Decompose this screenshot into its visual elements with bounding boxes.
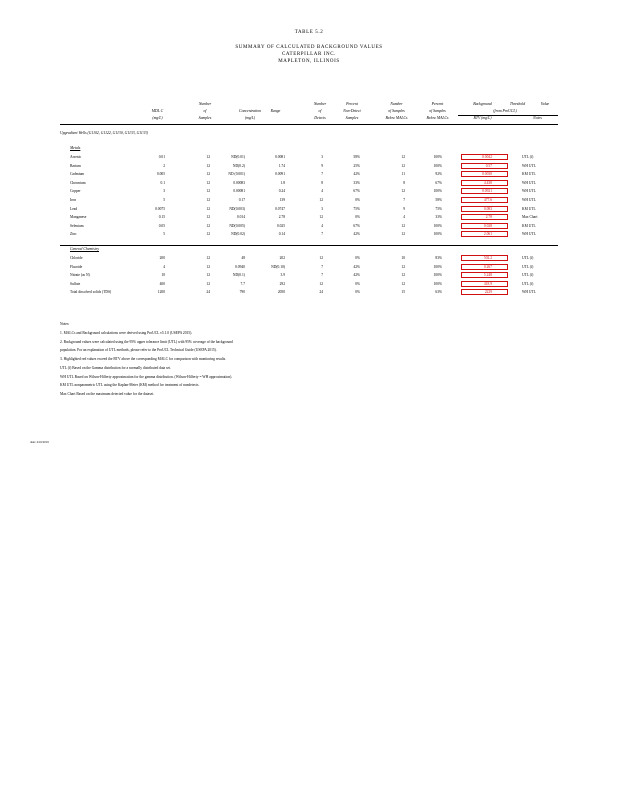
header-background-1: Background — [473, 102, 492, 106]
btv-highlight-box — [461, 171, 508, 177]
btv-highlight-box — [461, 231, 508, 237]
btv-highlight-box — [461, 289, 508, 295]
cell-param: Sulfate — [70, 281, 81, 286]
cell-det: 3 — [321, 155, 323, 159]
cell-btv: 502.2 — [483, 256, 492, 260]
cell-param: Arsenic — [70, 155, 82, 159]
cell-basis: UTL (f) — [522, 256, 534, 260]
cell-range: 0.014 — [236, 215, 245, 220]
header-n-samples-1: Number — [198, 102, 212, 106]
cell-btv: 5.248 — [483, 273, 492, 278]
cell-range: ND(0.02) — [231, 232, 245, 237]
cell-pb: 75% — [435, 206, 442, 211]
cell-max: 3.9 — [280, 273, 285, 278]
cell-basis: WH UTL — [522, 232, 536, 237]
cell-mdl: 4 — [163, 264, 165, 269]
cell-range: 0.17 — [238, 198, 245, 202]
cell-mdl: 0.0075 — [155, 206, 165, 211]
cell-pnd: 42% — [353, 264, 360, 269]
cell-pb: 67% — [435, 180, 442, 185]
cell-mdl: 0.15 — [158, 215, 165, 220]
cell-pnd: 0% — [355, 290, 360, 295]
cell-basis: UTL (f) — [522, 264, 534, 269]
cell-mdl: 0.05 — [158, 223, 165, 228]
header-pct-below-3: Below MALCs — [426, 116, 449, 120]
location: MAPLETON, ILLINOIS — [278, 59, 340, 64]
header-detects-1: Number — [313, 102, 327, 106]
footer-date: date: 4/16/2019 — [30, 440, 49, 444]
header-pct-nd-2: Non-Detect — [343, 109, 361, 113]
cell-det: 9 — [321, 163, 323, 168]
cell-range: ND (0.001) — [228, 172, 245, 177]
cell-pnd: 67% — [353, 223, 360, 228]
btv-highlight-box — [461, 214, 508, 220]
cell-param: Chloride — [70, 256, 83, 260]
cell-max: ND(0.10) — [271, 264, 285, 269]
header-n-below-2: of Samples — [388, 109, 405, 113]
cell-btv: 0.0042 — [482, 155, 492, 159]
cell-n: 24 — [206, 290, 210, 295]
header-rule-short — [458, 115, 558, 116]
cell-mdl: 2 — [163, 163, 165, 168]
btv-highlight-box — [461, 255, 508, 261]
cell-param: Copper — [70, 189, 81, 194]
note-line: 2. Background values were calculated using the 95% upper tolerance limit (UTL) with 95% coverage of the background — [60, 339, 233, 344]
cell-param: Nitrate (as N) — [70, 273, 90, 278]
cell-mdl: 10 — [161, 273, 165, 278]
cell-nb: 9 — [403, 206, 405, 211]
cell-pb: 100% — [433, 264, 442, 269]
header-threshold-1: Threshold — [509, 102, 526, 106]
cell-btv: 2.061 — [483, 232, 492, 237]
cell-basis: WH UTL — [522, 189, 536, 194]
cell-n: 12 — [206, 163, 210, 168]
cell-basis: KM UTL — [522, 172, 536, 177]
btv-highlight-box — [461, 281, 508, 287]
cell-n: 12 — [206, 198, 210, 202]
cell-pb: 100% — [433, 281, 442, 286]
cell-mdl: 0.1 — [160, 180, 165, 185]
cell-pnd: 58% — [353, 155, 360, 159]
cell-n: 12 — [206, 273, 210, 278]
cell-basis: Max Chart — [522, 215, 538, 220]
cell-param: Selenium — [70, 223, 84, 228]
cell-param: Cadmium — [70, 172, 85, 177]
cell-pnd: 0% — [355, 281, 360, 286]
cell-pb: 100% — [433, 232, 442, 237]
cell-mdl: 3 — [163, 189, 165, 194]
header-pct-nd-1: Percent — [346, 102, 358, 106]
note-line: 1. MALCs and Background calculations were derived using ProUCL v5.1.0 (USEPA 2015). — [60, 331, 193, 335]
cell-range: 48 — [241, 256, 245, 260]
cell-det: 7 — [321, 273, 323, 278]
cell-param: Iron — [70, 198, 76, 202]
cell-n: 12 — [206, 215, 210, 220]
cell-mdl: 0.005 — [156, 172, 165, 177]
cell-max: 292 — [279, 281, 285, 286]
header-n-samples-3: Samples — [198, 116, 212, 120]
cell-max: 0.0081 — [275, 155, 285, 159]
cell-nb: 4 — [403, 215, 405, 220]
cell-pnd: 25% — [353, 163, 360, 168]
cell-pb: 100% — [433, 163, 442, 168]
cell-n: 12 — [206, 206, 210, 211]
note-line: UTL (f) Based on the Gamma distribution for a normally distributed data set. — [60, 365, 171, 370]
cell-pnd: 42% — [353, 172, 360, 177]
cell-det: 8 — [321, 180, 323, 185]
cell-basis: KM UTL — [522, 206, 536, 211]
cell-det: 3 — [321, 206, 323, 211]
cell-max: 0.14 — [278, 232, 285, 237]
section-rule — [60, 245, 558, 246]
cell-range: 0.0940 — [235, 264, 245, 269]
cell-nb: 12 — [401, 163, 405, 168]
cell-mdl: 1200 — [157, 290, 165, 295]
cell-pb: 100% — [433, 223, 442, 228]
cell-nb: 15 — [401, 290, 405, 295]
cell-range: ND(0.005) — [229, 223, 245, 228]
cell-range: 790 — [239, 290, 245, 295]
note-line: WH UTL Based on Wilson-Hilferty approximation for the gamma distribution. (Wilson-Hilferty = WH approximation). — [60, 374, 233, 379]
cell-mdl: 5 — [163, 232, 165, 237]
cell-basis: WH UTL — [522, 180, 536, 185]
cell-mdl: 5 — [163, 198, 165, 202]
cell-pnd: 33% — [353, 180, 360, 185]
cell-nb: 11 — [401, 172, 405, 177]
cell-range: ND(0.003) — [229, 206, 245, 211]
btv-highlight-box — [461, 206, 508, 212]
cell-det: 12 — [319, 198, 323, 202]
note-line: population. For an explanation of UTL methods, please refer to the ProUCL Technical Guide (USEPA 2015). — [60, 348, 217, 353]
cell-det: 12 — [319, 281, 323, 286]
cell-max: 0.0091 — [275, 172, 285, 177]
cell-nb: 12 — [401, 281, 405, 286]
cell-det: 12 — [319, 215, 323, 220]
cell-pb: 63% — [435, 290, 442, 295]
header-detects-2: of — [318, 109, 322, 113]
cell-basis: WH UTL — [522, 163, 536, 168]
cell-param: Lead — [70, 206, 78, 211]
btv-highlight-box — [461, 264, 508, 270]
cell-btv: 0.028 — [483, 223, 492, 228]
cell-det: 4 — [321, 189, 323, 194]
cell-det: 7 — [321, 172, 323, 177]
header-pct-nd-3: Samples — [345, 116, 359, 120]
cell-btv: 477.6 — [483, 198, 492, 202]
btv-highlight-box — [461, 154, 508, 160]
header-rule — [60, 124, 558, 125]
cell-range: 7.7 — [240, 281, 245, 286]
header-mdl-1: MDL C — [151, 109, 164, 113]
wells-label: Upgradient Wells (G1102, G1122, G1130, G1133, G1133) — [60, 131, 148, 135]
cell-range: ND(0.1) — [232, 273, 245, 278]
cell-pb: 100% — [433, 155, 442, 159]
section-heading: General Chemistry — [70, 247, 99, 251]
company-name: CATERPILLAR INC. — [281, 52, 337, 57]
cell-max: 139 — [279, 198, 285, 202]
cell-pnd: 42% — [353, 273, 360, 278]
cell-n: 12 — [206, 264, 210, 269]
note-line: Max Chart Based on the maximum detected value for the dataset. — [60, 391, 155, 396]
cell-param: Barium — [70, 163, 81, 168]
header-conc-1: Concentration — [239, 109, 261, 113]
header-threshold-2: (from ProUCL) — [493, 109, 517, 113]
cell-pnd: 67% — [353, 189, 360, 194]
cell-pb: 83% — [435, 256, 442, 260]
cell-basis: UTL (f) — [522, 273, 534, 278]
cell-nb: 12 — [401, 273, 405, 278]
cell-nb: 12 — [401, 189, 405, 194]
btv-highlight-box — [461, 197, 508, 203]
cell-param: Zinc — [70, 232, 77, 237]
cell-pnd: 0% — [355, 198, 360, 202]
cell-nb: 12 — [401, 232, 405, 237]
cell-max: 1.74 — [278, 163, 285, 168]
cell-det: 7 — [321, 264, 323, 269]
cell-nb: 8 — [403, 180, 405, 185]
table-number: TABLE 5.2 — [294, 30, 324, 35]
header-n-below-1: Number — [390, 102, 403, 106]
btv-highlight-box — [461, 180, 508, 186]
header-mdl-2: (mg/L) — [152, 116, 163, 120]
cell-nb: 12 — [401, 264, 405, 269]
cell-mdl: 400 — [159, 281, 165, 286]
cell-btv: 0.267 — [483, 264, 492, 269]
cell-max: 0.025 — [276, 223, 285, 228]
cell-max: 202 — [279, 256, 285, 260]
header-value-1: Value — [540, 102, 550, 106]
header-pct-below-1: Percent — [431, 102, 444, 106]
note-line: KM UTL nonparametric UTL using the Kaplan-Meier (KM) method for treatment of nondetects. — [60, 383, 200, 388]
notes-heading: Notes: — [60, 322, 70, 326]
cell-n: 12 — [206, 172, 210, 177]
section-heading: Metals — [70, 146, 81, 150]
cell-pnd: 75% — [353, 206, 360, 211]
cell-btv: 0.57 — [485, 163, 492, 168]
cell-nb: 12 — [401, 223, 405, 228]
cell-nb: 7 — [403, 198, 405, 202]
header-background-2: BTV (mg/L) — [473, 116, 492, 120]
cell-max: 2050 — [277, 290, 285, 295]
cell-n: 12 — [206, 180, 210, 185]
cell-n: 12 — [206, 281, 210, 286]
header-conc-2: (mg/L) — [244, 116, 256, 120]
cell-btv: 2229 — [484, 290, 492, 295]
cell-mdl: 200 — [159, 256, 165, 260]
cell-nb: 10 — [401, 256, 405, 260]
cell-range: 0.00083 — [233, 180, 245, 185]
cell-pnd: 42% — [353, 232, 360, 237]
cell-param: Manganese — [70, 215, 87, 220]
cell-basis: UTL (f) — [522, 155, 534, 159]
cell-nb: 12 — [401, 155, 405, 159]
btv-highlight-box — [461, 163, 508, 169]
header-value-2: Notes — [533, 116, 542, 120]
cell-param: Chromium — [70, 180, 86, 185]
cell-pnd: 0% — [355, 215, 360, 220]
btv-highlight-box — [461, 188, 508, 194]
cell-max: 2.78 — [278, 215, 285, 220]
note-line: 3. Highlighted red values exceed the BTV above the corresponding MALC for comparison with monitoring results. — [60, 357, 227, 362]
cell-basis: WH UTL — [522, 198, 536, 202]
cell-det: 12 — [319, 256, 323, 260]
cell-range: ND(0.01) — [231, 155, 245, 159]
cell-n: 12 — [206, 223, 210, 228]
cell-range: ND(0.2) — [232, 163, 245, 168]
cell-pb: 33% — [435, 215, 442, 220]
cell-max: 1.8 — [280, 180, 285, 185]
cell-param: Total dissolved solids (TDS) — [70, 290, 112, 295]
cell-n: 12 — [206, 232, 210, 237]
cell-btv: 0.0030 — [482, 172, 492, 177]
header-pct-below-2: of Samples — [429, 109, 446, 113]
cell-n: 12 — [206, 256, 210, 260]
cell-pnd: 0% — [355, 256, 360, 260]
btv-highlight-box — [461, 272, 508, 278]
cell-btv: 0.0921 — [482, 189, 492, 194]
cell-pb: 58% — [435, 198, 442, 202]
cell-btv: 0.083 — [483, 206, 492, 211]
cell-basis: KM UTL — [522, 223, 536, 228]
cell-mdl: 0.01 — [158, 155, 165, 159]
cell-pb: 100% — [433, 189, 442, 194]
cell-det: 4 — [321, 223, 323, 228]
cell-det: 24 — [319, 290, 323, 295]
cell-param: Fluoride — [70, 264, 83, 269]
cell-det: 7 — [321, 232, 323, 237]
header-n-below-3: Below MALCs — [385, 116, 408, 120]
cell-basis: WH UTL — [522, 290, 536, 295]
cell-basis: UTL (f) — [522, 281, 534, 286]
cell-max: 0.24 — [278, 189, 285, 194]
cell-n: 12 — [206, 189, 210, 194]
header-range: Range — [270, 109, 281, 113]
btv-highlight-box — [461, 223, 508, 229]
cell-range: 0.00081 — [233, 189, 245, 194]
cell-n: 12 — [206, 155, 210, 159]
cell-btv: 418.9 — [483, 281, 492, 286]
cell-pb: 100% — [433, 273, 442, 278]
header-n-samples-2: of — [203, 109, 207, 113]
cell-btv: 4.438 — [483, 180, 492, 185]
table-title: SUMMARY OF CALCULATED BACKGROUND VALUES — [235, 45, 383, 50]
cell-max: 0.0747 — [275, 206, 285, 211]
cell-pb: 92% — [435, 172, 442, 177]
cell-btv: 2.78 — [485, 215, 492, 220]
header-detects-3: Detects — [314, 116, 326, 120]
